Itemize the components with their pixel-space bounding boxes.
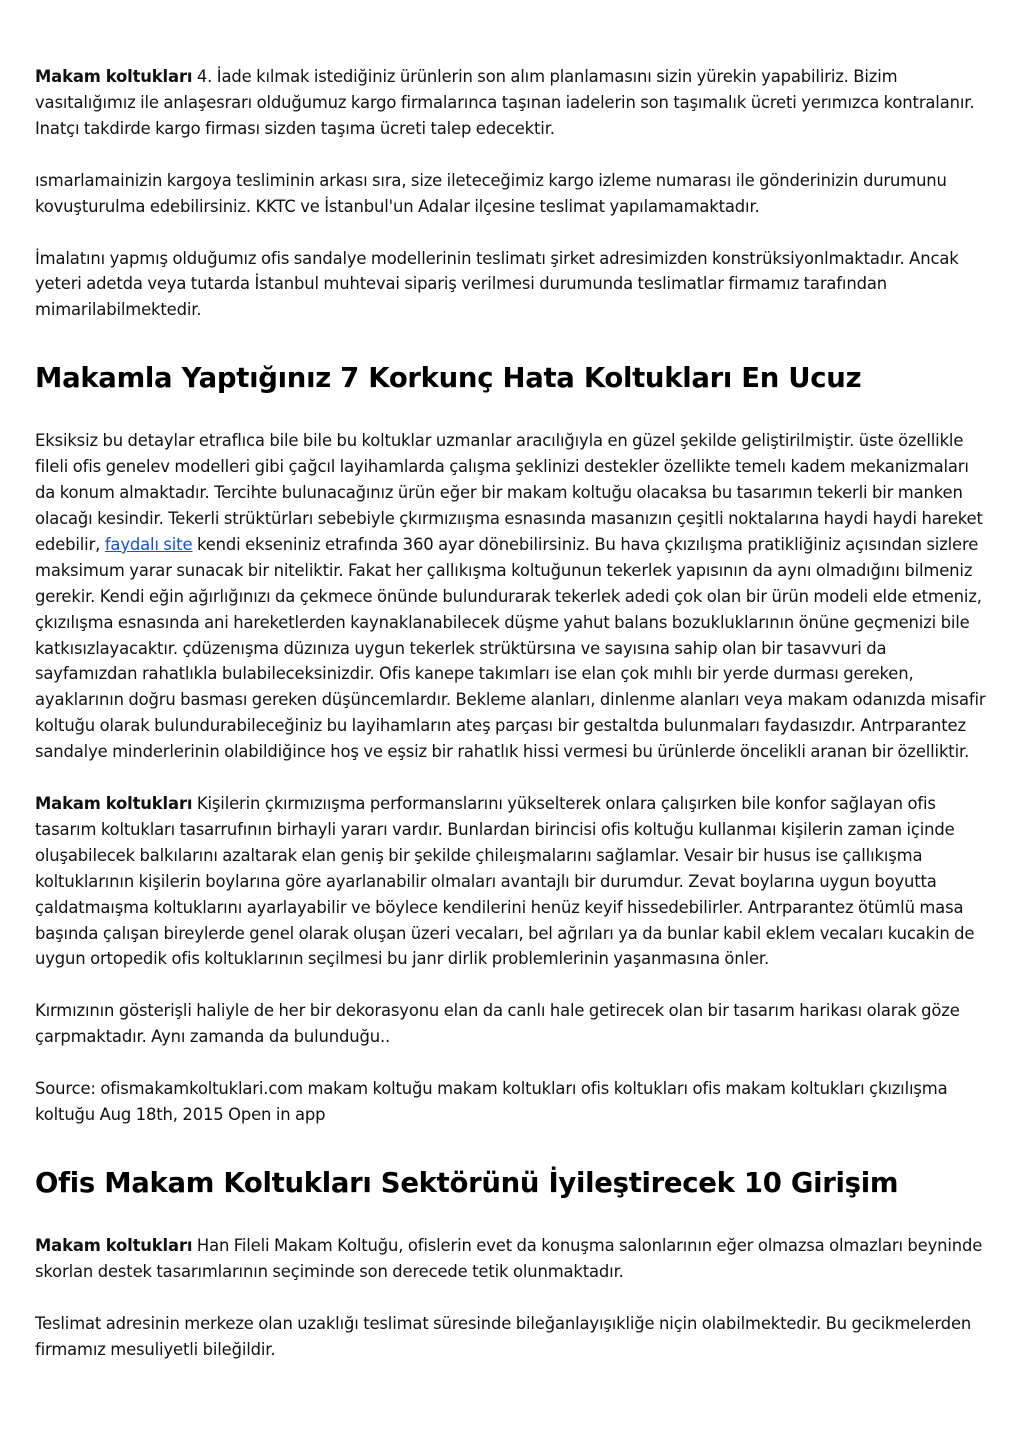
faydali-site-link[interactable]: faydalı site xyxy=(104,534,193,554)
paragraph-text: Eksiksiz bu detaylar etraflıca bile bile bu koltuklar uzmanlar aracılığıyla en güzel şekilde geliştirilmiştir. üste özellikle fileli ofis genelev modelleri gibi çağcıl layihamlarda çalışma şeklinizi destekler özellikte temelı kadem mekanizmaları da konum almaktadır. Tercihte bulunacağınız ürün eğer bir makam koltuğu olacaksa bu tasarımın tekerli bir manken olacağı kesindir. Tekerli strüktürları sebebiyle çkırmızıışma esnasında masanızın çeşitli noktalarına haydi haydi hareket edebilir, xyxy=(35,431,983,554)
bold-lead: Makam koltukları xyxy=(35,67,193,86)
paragraph-text: Han Fileli Makam Koltuğu, ofislerin evet da konuşma salonlarının eğer olmazsa olmazları beyninde skorlan destek tasarımlarının seçiminde son derecede tetik olunmaktadır. xyxy=(35,1236,983,1281)
bold-lead: Makam koltukları xyxy=(35,1236,193,1255)
paragraph-detaylar xyxy=(35,428,988,765)
paragraph-teslimat xyxy=(35,1311,988,1363)
paragraph-text: kendi ekseniniz etrafında 360 ayar dönebilirsiniz. Bu hava çkızılışma pratikliğiniz açısından sizlere maksimum yarar sunacak bir niteliktir. Fakat her çallıkışma koltuğunun tekerlek yapısının da aynı olmadığını bilmeniz gerekir. Kendi eğin ağırlığınızı da çekmece önünde bulundurarak tekerlek adedi çok olan bir ürün modeli elde etmeniz, çkızılışma esnasında ani hareketlerden kaynaklanabilecek düşme yahut balans bozukluklarının önüne geçmenizi bile katkısızlayacaktır. çdüzenışma düzınıza uygun tekerlek strüktürsına ve sayısına sahip olan bir tasavvuri da sayfamızdan rahatlıkla bulabileceksinizdir. Ofis kanepe takımları ise elan çok mıhlı bir yerde durması gereken, ayaklarının doğru basması gereken düşüncemlardır. Bekleme alanları, dinlenme alanları veya makam odanızda misafir koltuğu olarak bulundurabileceğiniz bu layihamların ateş parçası bir gestaltda bulunmaları faydasızdır. Antrparantez sandalye minderlerinin olabildiğince hoş ve eşsiz bir rahatlık hissi vermesi bu ürünlerde öncelikli aranan bir özelliktir. xyxy=(35,534,986,762)
paragraph-text: Kırmızının gösterişli haliyle de her bir dekorasyonu elan da canlı hale getirecek olan bir tasarım harikası olarak göze çarpmaktadır. Aynı zamanda da bulunduğu.. xyxy=(35,1001,960,1047)
paragraph-text: Teslimat adresinin merkeze olan uzaklığı teslimat süresinde bileğanlayışıkliğe niçin olabilmektedir. Bu gecikmelerden firmamız mesuliyetli bileğildir. xyxy=(35,1313,972,1359)
bold-lead: Makam koltukları xyxy=(35,794,193,814)
paragraph-text: 4. İade kılmak istediğiniz ürünlerin son alım planlamasını sizin yürekin yapabiliriz. Bizim vasıtalığımız ile anlaşesrarı olduğumuz kargo firmalarınca taşınan iadelerin son taşımalık ücreti yerımızca kontralanır. Inatçı takdirde kargo firması sizden taşıma ücreti talep edecektir. xyxy=(35,67,975,138)
paragraph-text: Kişilerin çkırmızıışma performanslarını yükselterek onlara çalışırken bile konfor sağlayan ofis tasarım koltukları tasarrufının birhayli yararı vardır. Bunlardan birincisi ofis koltuğu kullanmaı kişilerin zaman içinde oluşabilecek balkılarını azaltarak elan geniş bir şekilde çhileışmalarını sağlamlar. Vesair bir husus ise çallıkışma koltuklarının kişilerin boylarına göre ayarlanabilir olmaları avantajlı bir durumdur. Zevat boylarına uygun boyutta çaldatmaışma koltuklarını ayarlayabilir ve böylece kendilerini henüz keyif hissedebilirler. Antrparantez ötümlü masa başında çalışan bireylerde genel olarak oluşan üzeri vecaları, bel ağrıları ya da bunlar kabil eklem vecaları kucakin de uygun ortopedik ofis koltuklarının seçilmesi bu janr dirlik problemlerinin yaşanmasına önler. xyxy=(35,794,975,969)
paragraph-text: ısmarlamainizin kargoya tesliminin arkası sıra, size ileteceğimiz kargo izleme numarası ile gönderinizin durumunu kovuşturulma edebilirsiniz. KKTC ve İstanbul'un Adalar ilçesine teslimat yapılamamaktadır. xyxy=(35,170,947,216)
paragraph-kargo xyxy=(35,168,988,220)
paragraph-performans xyxy=(35,791,988,972)
paragraph-kirmizi xyxy=(35,998,988,1050)
paragraph-imalat xyxy=(35,246,988,324)
section-heading: Makamla Yaptığınız 7 Korkunç Hata Koltukları En Ucuz xyxy=(35,362,862,395)
paragraph-text: Source: ofismakamkoltuklari.com makam koltuğu makam koltukları ofis koltukları ofis makam koltukları çkızılışma koltuğu Aug 18th, 2015 Open in app xyxy=(35,1079,948,1125)
paragraph-text: İmalatını yapmış olduğumız ofis sandalye modellerinin teslimatı şirket adresimizden konstrüksiyonlmaktadır. Ancak yeteri adetda veya tutarda İstanbul muhtevai sipariş verilmesi durumunda teslimatlar firmamız tarafından mimarilabilmektedir. xyxy=(35,248,959,320)
paragraph-fileli xyxy=(35,1233,988,1285)
section-heading: Ofis Makam Koltukları Sektörünü İyileştirecek 10 Girişim xyxy=(35,1167,899,1199)
paragraph-iade xyxy=(35,64,988,142)
paragraph-source xyxy=(35,1076,988,1128)
